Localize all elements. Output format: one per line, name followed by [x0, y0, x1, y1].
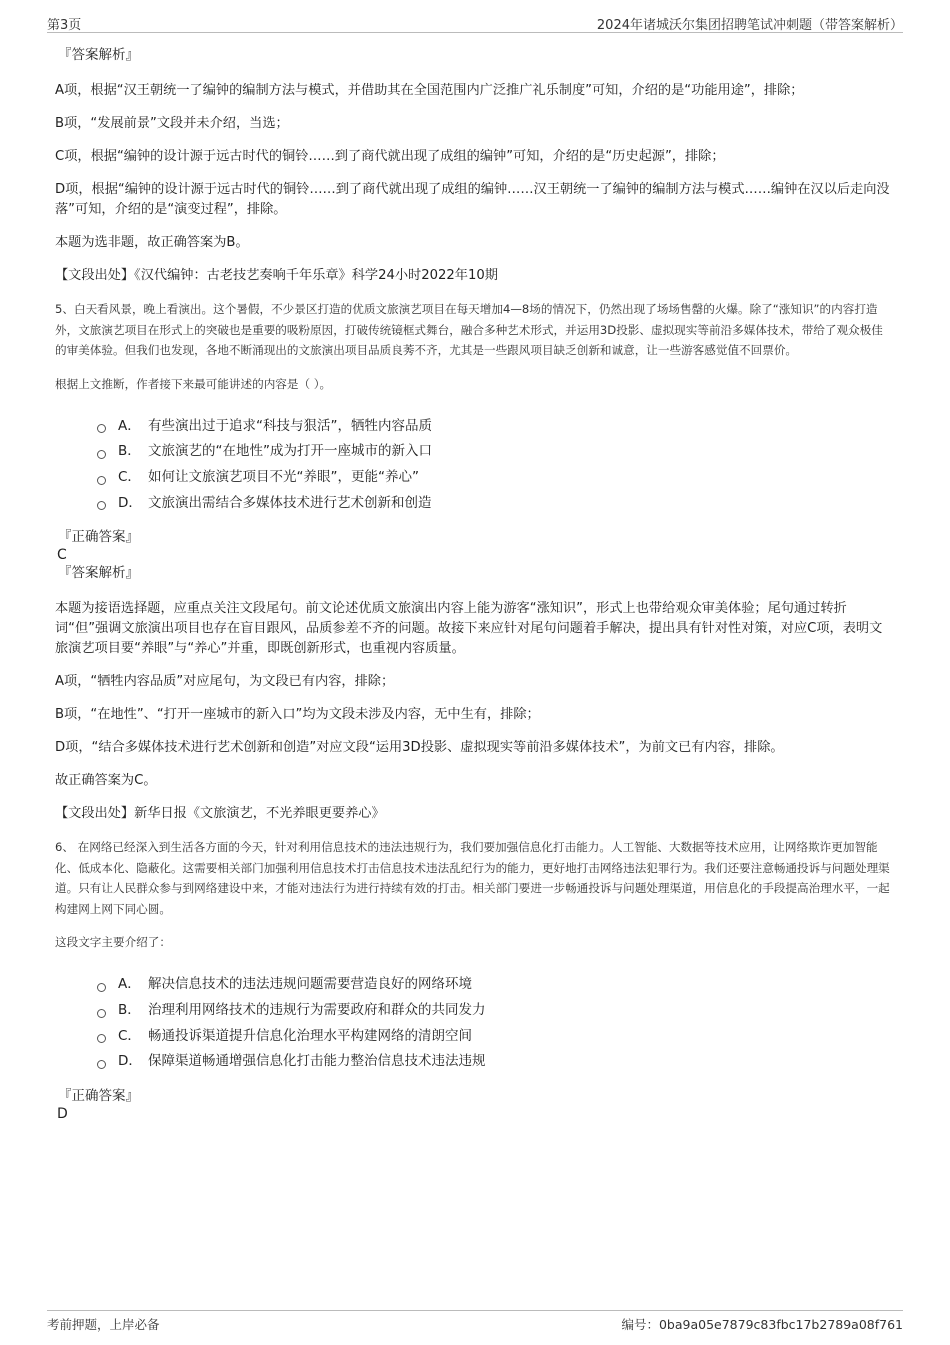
source-citation: 【文段出处】《汉代编钟：古老技艺奏响千年乐章》科学24小时2022年10期: [55, 268, 498, 283]
option-text: 文旅演出需结合多媒体技术进行艺术创新和创造: [148, 494, 432, 511]
option-letter: C．: [118, 468, 141, 485]
option-b[interactable]: [95, 998, 890, 1024]
option-c[interactable]: [95, 465, 890, 491]
option-letter: B．: [118, 443, 141, 460]
question-prompt: 这段文字主要介绍了：: [55, 935, 171, 950]
radio-icon[interactable]: [97, 1060, 106, 1069]
document-id: 编号：0ba9a05e7879c83fbc17b2789a08f761: [621, 1317, 903, 1332]
radio-icon[interactable]: [97, 476, 106, 485]
correct-answer: D: [57, 1106, 68, 1122]
analysis-conclusion: 故正确答案为C。: [55, 773, 157, 789]
option-text: 治理利用网络技术的违规行为需要政府和群众的共同发力: [148, 1001, 486, 1018]
radio-icon[interactable]: [97, 1009, 106, 1018]
question-6: [55, 837, 890, 1123]
option-a[interactable]: [95, 972, 890, 998]
correct-answer: C: [57, 547, 67, 564]
question-text: 5、白天看风景，晚上看演出。这个暑假，不少景区打造的优质文旅演艺项目在每天增加4—8场的情况下，仍然出现了场场售罄的火爆。除了“涨知识”的内容打造外，文旅演艺项目在形式上的突破也是重要的吸粉原因，打破传统镜框式舞台，融合多种艺术形式，并运用3D投影、虚拟现实等前沿多媒体技术，带给了观众极佳的审美体验。但我们也发现，各地不断涌现出的文旅演出项目品质良莠不齐，尤其是一些跟风项目缺乏创新和诚意，让一些游客感觉值不回票价。: [55, 302, 883, 357]
answer-label: 『正确答案』: [58, 529, 139, 546]
analysis-paragraph: A项，“牺牲内容品质”对应尾句，为文段已有内容，排除；: [55, 674, 395, 690]
option-letter: D．: [118, 494, 142, 511]
radio-icon[interactable]: [97, 450, 106, 459]
radio-icon[interactable]: [97, 983, 106, 992]
analysis-label: 『答案解析』: [58, 565, 139, 582]
question-5: [55, 299, 890, 824]
option-a[interactable]: [95, 414, 890, 440]
page-footer: [47, 1310, 903, 1335]
option-text: 解决信息技术的违法违规问题需要营造良好的网络环境: [148, 976, 472, 993]
analysis-paragraph: B项，“发展前景”文段并未介绍，当选；: [55, 116, 289, 131]
option-b[interactable]: [95, 439, 890, 465]
analysis-paragraph: D项，根据“编钟的设计源于远古时代的铜铃……到了商代就出现了成组的编钟……汉王朝统一了编钟的编制方法与模式……编钟在汉以后走向没落”可知，介绍的是“演变过程”，排除。: [55, 182, 890, 217]
analysis-paragraph: 本题为接语选择题，应重点关注文段尾句。前文论述优质文旅演出内容上能为游客“涨知识”，形式上也带给观众审美体验；尾句通过转折词“但”强调文旅演出项目也存在盲目跟风，品质参差不齐的问题。故接下来应针对尾句问题着手解决，提出具有针对性对策，对应C项，表明文旅演艺项目要“养眼”与“养心”并重，即既创新形式，也重视内容质量。: [55, 601, 883, 657]
analysis-conclusion: 本题为选非题，故正确答案为B。: [55, 235, 249, 250]
option-list: [95, 414, 890, 517]
analysis-label: 『答案解析』: [58, 47, 139, 63]
q4-analysis: [55, 46, 890, 286]
option-letter: B．: [118, 1001, 141, 1018]
option-text: 保障渠道畅通增强信息化打击能力整治信息技术违法违规: [148, 1053, 486, 1070]
option-text: 畅通投诉渠道提升信息化治理水平构建网络的清朗空间: [148, 1027, 472, 1044]
option-c[interactable]: [95, 1024, 890, 1050]
page-number: 第3页: [47, 18, 82, 33]
option-letter: C．: [118, 1027, 141, 1044]
option-letter: A．: [118, 417, 141, 434]
option-text: 有些演出过于追求“科技与狠活”，牺牲内容品质: [148, 417, 432, 434]
analysis-paragraph: B项，“在地性”、“打开一座城市的新入口”均为文段未涉及内容，无中生有，排除；: [55, 707, 540, 723]
option-text: 文旅演艺的“在地性”成为打开一座城市的新入口: [148, 443, 432, 460]
page-content: [55, 46, 890, 1123]
analysis-paragraph: A项，根据“汉王朝统一了编钟的编制方法与模式，并借助其在全国范围内广泛推广礼乐制度”可知，介绍的是“功能用途”，排除；: [55, 83, 804, 98]
question-text: 6、 在网络已经深入到生活各方面的今天，针对利用信息技术的违法违规行为，我们要加强信息化打击能力。人工智能、大数据等技术应用，让网络欺诈更加智能化、低成本化、隐蔽化。这需要相关部门加强利用信息技术打击信息技术违法乱纪行为的能力，更好地打击网络违法犯罪行为。我们还要注意畅通投诉与问题处理渠道。只有让人民群众参与到网络建设中来，才能对违法行为进行持续有效的打击。相关部门要进一步畅通投诉与问题处理渠道，用信息化的手段提高治理水平，一起构建网上网下同心圆。: [55, 840, 890, 916]
option-letter: A．: [118, 976, 141, 993]
question-prompt: 根据上文推断，作者接下来最可能讲述的内容是（ ）。: [55, 376, 332, 391]
radio-icon[interactable]: [97, 424, 106, 433]
radio-icon[interactable]: [97, 1034, 106, 1043]
option-list: [95, 972, 890, 1075]
footer-slogan: 考前押题，上岸必备: [47, 1317, 160, 1332]
analysis-paragraph: D项，“结合多媒体技术进行艺术创新和创造”对应文段“运用3D投影、虚拟现实等前沿多媒体技术”，为前文已有内容，排除。: [55, 740, 784, 756]
answer-label: 『正确答案』: [58, 1088, 139, 1104]
radio-icon[interactable]: [97, 501, 106, 510]
document-title: 2024年诸城沃尔集团招聘笔试冲刺题（带答案解析）: [596, 18, 903, 33]
analysis-paragraph: C项，根据“编钟的设计源于远古时代的铜铃……到了商代就出现了成组的编钟”可知，介绍的是“历史起源”，排除；: [55, 149, 725, 164]
option-d[interactable]: [95, 1049, 890, 1075]
page-header: [47, 12, 903, 33]
option-text: 如何让文旅演艺项目不光“养眼”，更能“养心”: [148, 468, 419, 485]
option-letter: D．: [118, 1053, 142, 1070]
option-d[interactable]: [95, 491, 890, 517]
source-citation: 【文段出处】新华日报《文旅演艺，不光养眼更要养心》: [55, 806, 385, 822]
